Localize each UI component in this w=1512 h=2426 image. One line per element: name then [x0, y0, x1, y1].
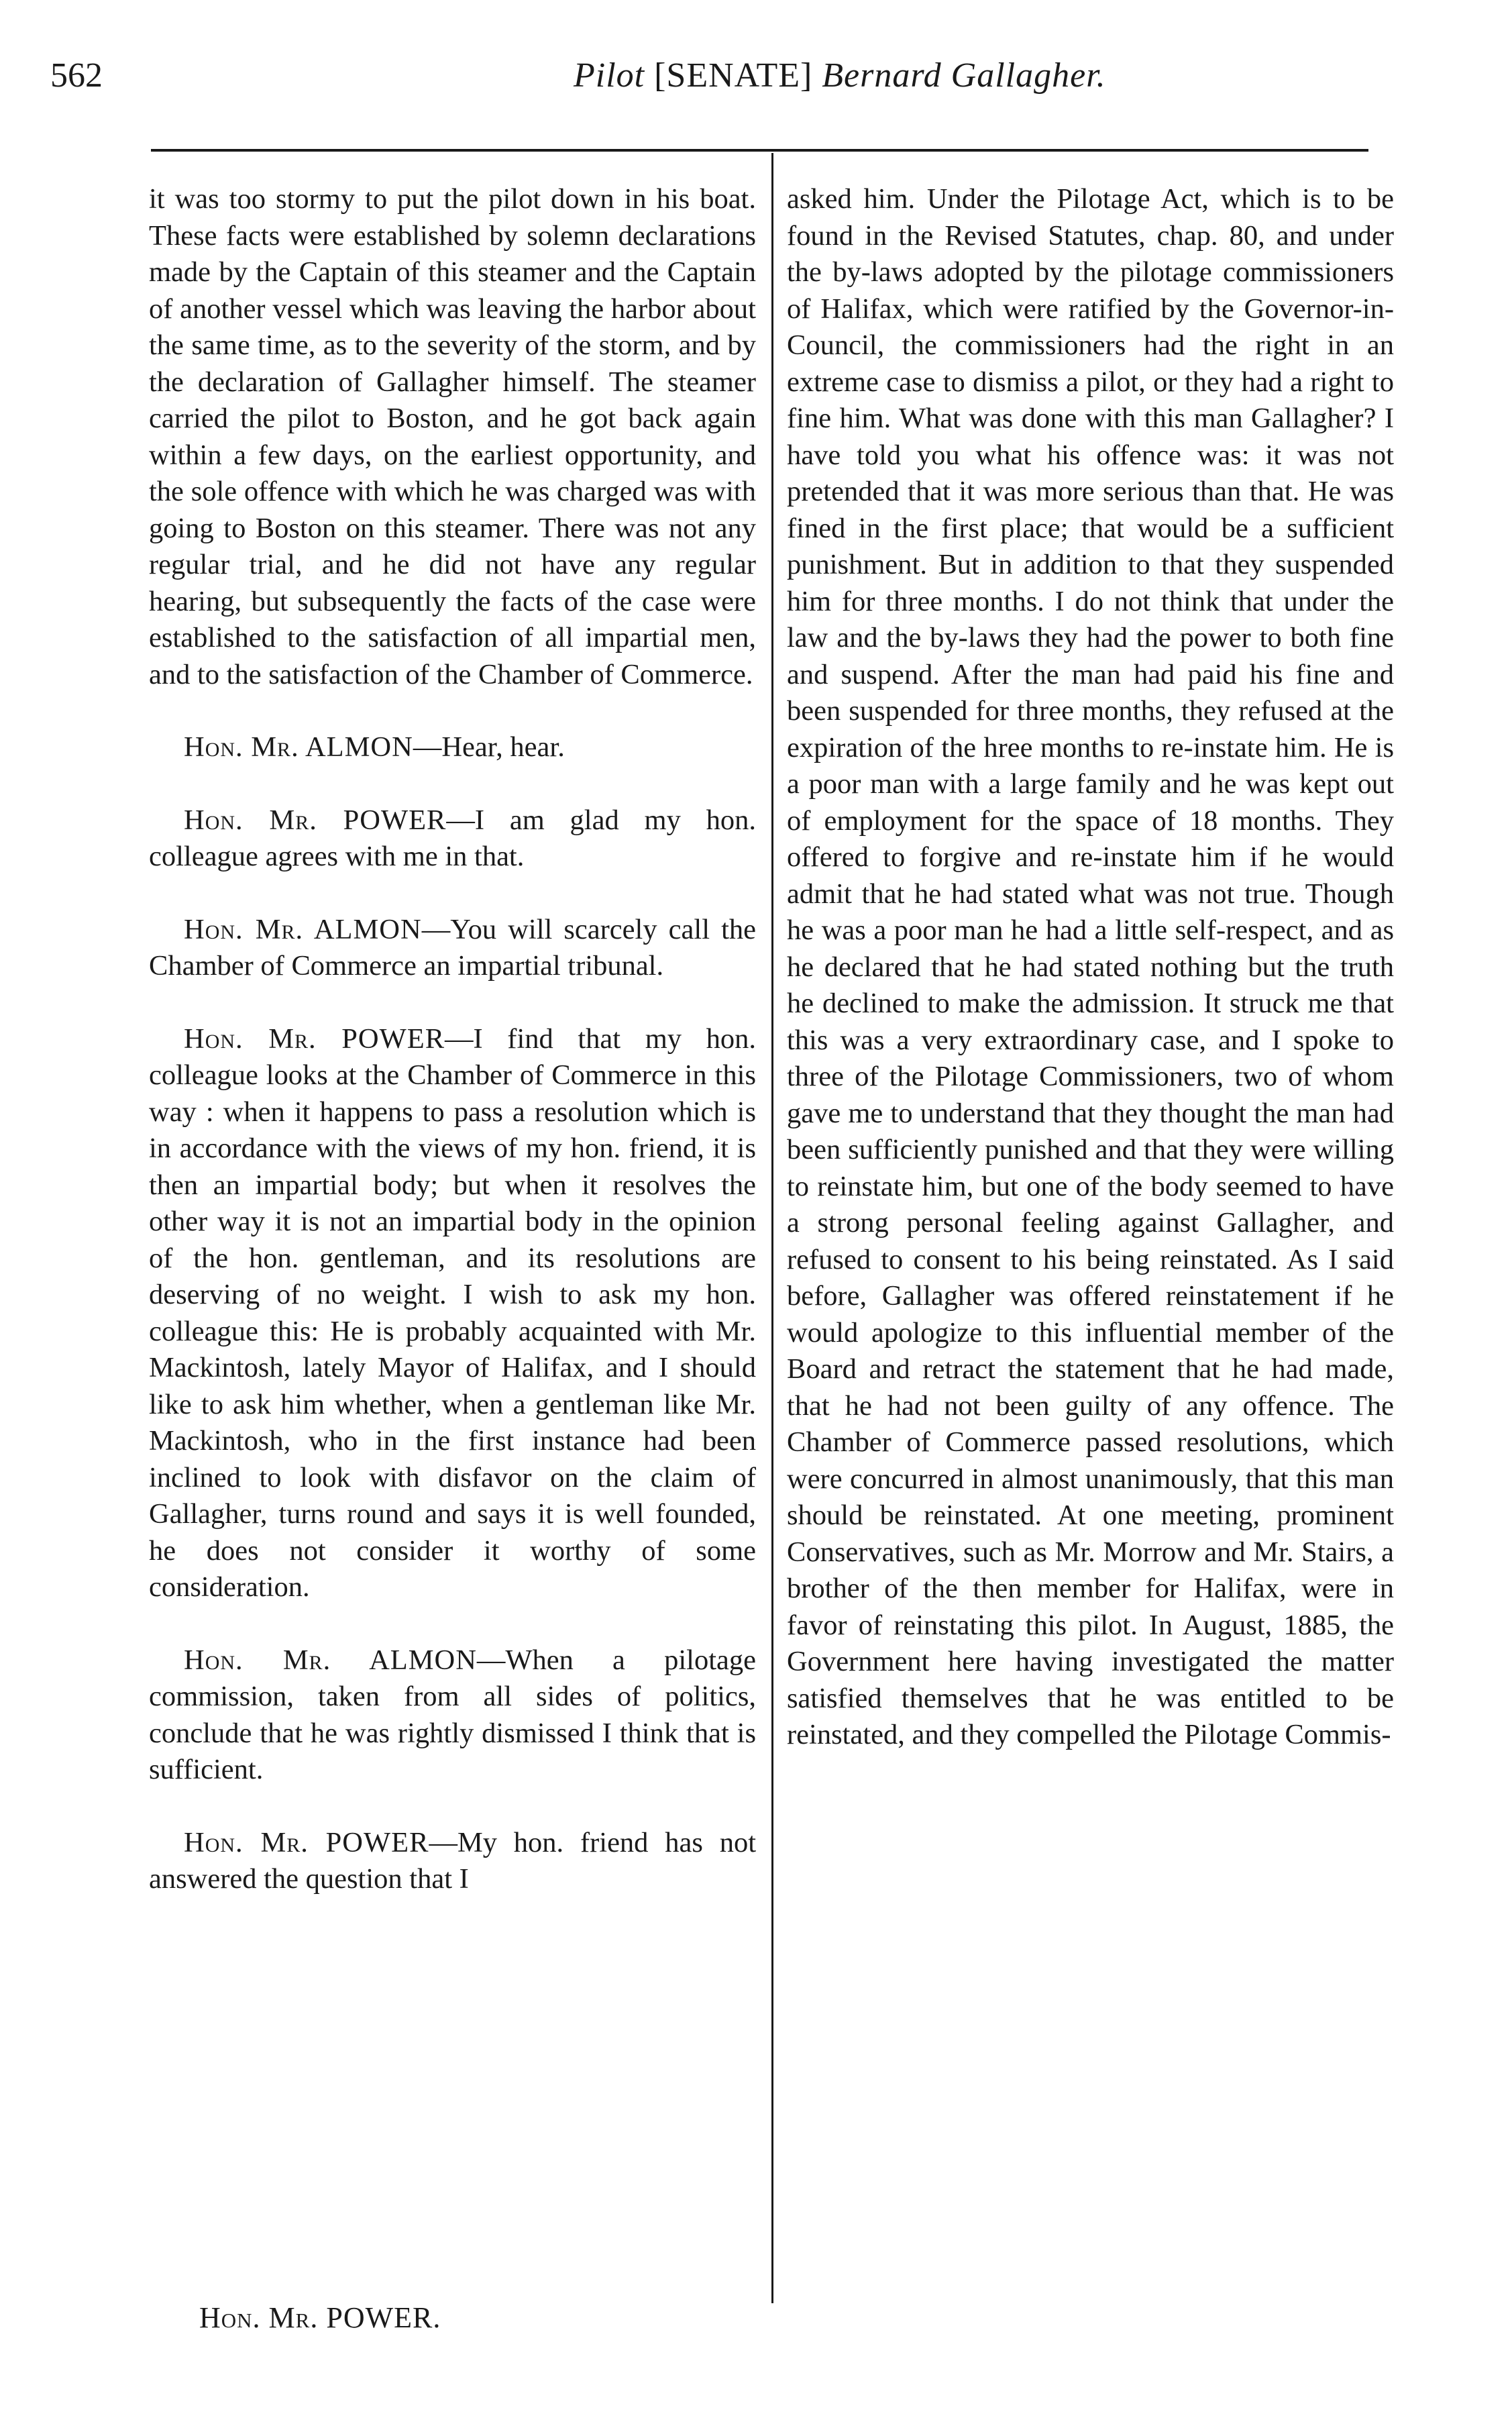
speaker-name: Hon. Mr. POWER — [184, 804, 447, 836]
column-divider — [771, 153, 773, 2303]
left-column — [149, 181, 756, 1898]
running-title — [574, 52, 1106, 99]
speech-paragraph — [149, 802, 756, 876]
header-rule — [151, 149, 1368, 152]
paragraph: it was too stormy to put the pilot down in his boat. These facts were established by solemn declarations made by the Captain of this steamer and the Captain of another vessel which was leaving the harbor about the same time, as to the severity of the storm, and by the declaration of Gallagher himself. The steamer carried the pilot to Boston, and he got back again within a few days, on the earliest opportunity, and the sole offence with which he was charged was with going to Boston on this steamer. There was not any regular trial, and he did not have any regular hearing, but subsequently the facts of the case were established to the satisfaction of all impartial men, and to the satisfaction of the Chamber of Commerce. — [149, 183, 756, 690]
catchword: Hon. Mr. POWER. — [199, 2301, 441, 2334]
speaker-name: Hon. Mr. ALMON — [184, 1644, 477, 1676]
running-title-topic: Pilot — [574, 56, 645, 95]
speech-text: —When a pilotage commission, taken from all sides of politics, conclude that he was rightly dismissed I think that is sufficient. — [149, 1644, 756, 1785]
speech-paragraph — [149, 1825, 756, 1898]
speech-paragraph — [149, 912, 756, 985]
paragraph: asked him. Under the Pilotage Act, which is to be found in the Revised Statutes, chap. 80, and under the by-laws adopted by the pilotage commissioners of Halifax, which were ratified by the Governor-in-Council, the commissioners had the right in an extreme case to dismiss a pilot, or they had a right to fine him. What was done with this man Gallagher? I have told you what his offence was: it was not pretended that it was more serious than that. He was fined in the first place; that would be a sufficient punishment. But in addition to that they suspended him for three months. I do not think that under the law and the by-laws they had the power to both fine and suspend. After the man had paid his fine and been suspended for three months, they refused at the expiration of the hree months to re-instate him. He is a poor man with a large family and he was kept out of employment for the space of 18 months. They offered to forgive and re-instate him if he would admit that he had stated what was not true. Though he was a poor man he had a little self-respect, and as he declared that he had stated nothing but the truth he declined to make the admission. It struck me that this was a very extraordinary case, and I spoke to three of the Pilotage Commissioners, two of whom gave me to understand that they thought the man had been sufficiently punished and that they were willing to reinstate him, but one of the body seemed to have a strong personal feeling against Gallagher, and refused to consent to his being reinstated. As I said before, Gallagher was offered reinstatement if he would apologize to this influential member of the Board and retract the statement that he had made, that he had not been guilty of any offence. The Chamber of Commerce passed resolutions, which were concurred in almost unanimously, that this man should be reinstated. At one meeting, prominent Conservatives, such as Mr. Morrow and Mr. Stairs, a brother of the then member for Halifax, were in favor of reinstating this pilot. In August, 1885, the Government here having investigated the matter satisfied themselves that he was entitled to be reinstated, and they compelled the Pilotage Commis- — [787, 183, 1394, 1750]
page-header — [50, 52, 1392, 113]
speech-paragraph — [149, 729, 756, 766]
speaker-name: Hon. Mr. POWER — [184, 1826, 429, 1858]
speech-paragraph — [149, 1642, 756, 1789]
speaker-name: Hon. Mr. POWER — [184, 1022, 445, 1055]
speech-paragraph — [149, 1021, 756, 1606]
running-title-subject: Bernard Gallagher. — [822, 56, 1106, 95]
right-column — [787, 181, 1394, 1754]
speech-text: —I find that my hon. colleague looks at the Chamber of Commerce in this way : when it happens to pass a resolution which is in accordance with the views of my hon. friend, it is then an impartial body; but when it resolves the other way it is not an impartial body in the opinion of the hon. gentleman, and its resolutions are deserving of no weight. I wish to ask my hon. colleague this: He is probably acquainted with Mr. Mackintosh, lately Mayor of Halifax, and I should like to ask him whether, when a gentleman like Mr. Mackintosh, who in the first instance had been inclined to look with disfavor on the claim of Gallagher, turns round and says it is well founded, he does not consider it worthy of some consideration. — [149, 1022, 756, 1603]
speech-text: —You will scarcely call the Chamber of Commerce an impartial tribunal. — [149, 913, 756, 982]
page-number: 562 — [50, 56, 103, 95]
speaker-name: Hon. Mr. ALMON — [184, 731, 413, 763]
running-title-chamber: [SENATE] — [654, 56, 813, 95]
speech-text: —Hear, hear. — [413, 731, 565, 763]
speech-text: —My hon. friend has not answered the question that I — [149, 1826, 756, 1895]
speaker-name: Hon. Mr. ALMON — [184, 913, 422, 945]
speech-text: —I am glad my hon. colleague agrees with me in that. — [149, 804, 756, 872]
